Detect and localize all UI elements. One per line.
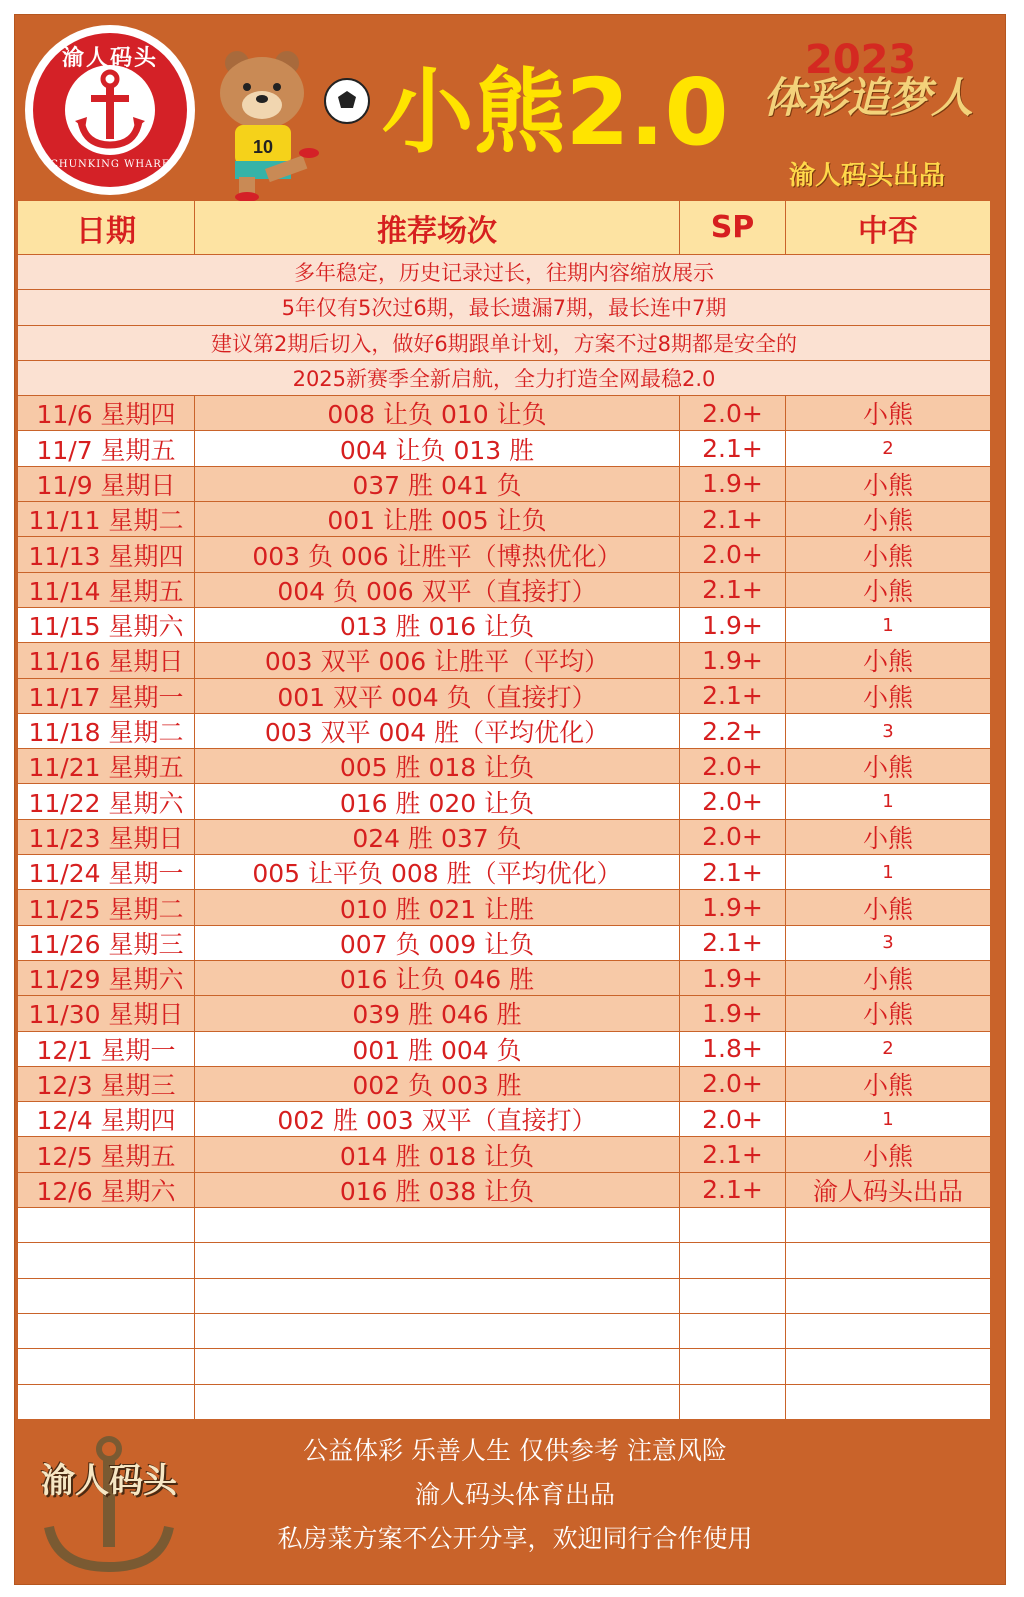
sp-cell: 1.8+ (680, 1032, 786, 1067)
brand-text: 渝人码头出品 (788, 161, 945, 191)
header (15, 15, 1007, 205)
sp-cell: 2.1+ (680, 573, 786, 608)
date-cell: 11/23 星期日 (17, 820, 195, 855)
match-cell: 003 双平 006 让胜平（平均） (195, 643, 680, 678)
match-cell: 014 胜 018 让负 (195, 1137, 680, 1172)
empty-cell (17, 1349, 195, 1384)
empty-cell (17, 1208, 195, 1243)
note-text: 多年稳定，历史记录过长，往期内容缩放展示 (17, 255, 991, 290)
empty-cell (195, 1243, 680, 1278)
table-row (17, 643, 991, 678)
empty-cell (17, 1279, 195, 1314)
table-row (17, 820, 991, 855)
table-row (17, 1067, 991, 1102)
note-text: 建议第2期后切入，做好6期跟单计划，方案不过8期都是安全的 (17, 326, 991, 361)
date-cell: 11/13 星期四 (17, 537, 195, 572)
empty-cell (195, 1279, 680, 1314)
empty-cell (195, 1314, 680, 1349)
date-cell: 11/18 星期二 (17, 714, 195, 749)
note-text: 5年仅有5次过6期，最长遗漏7期，最长连中7期 (17, 290, 991, 325)
footer-line: 公益体彩 乐善人生 仅供参考 注意风险 (303, 1436, 727, 1465)
date-cell: 11/15 星期六 (17, 608, 195, 643)
footer (15, 1417, 1007, 1586)
sp-cell: 1.9+ (680, 643, 786, 678)
result-cell: 小熊 (786, 643, 991, 678)
date-cell: 11/29 星期六 (17, 961, 195, 996)
empty-row (17, 1385, 991, 1420)
sp-cell: 2.1+ (680, 855, 786, 890)
poster (14, 14, 1006, 1585)
sp-cell: 2.0+ (680, 749, 786, 784)
date-cell: 11/17 星期一 (17, 679, 195, 714)
empty-cell (195, 1208, 680, 1243)
table-row (17, 996, 991, 1031)
note-row (17, 255, 991, 290)
date-cell: 12/3 星期三 (17, 1067, 195, 1102)
result-cell: 小熊 (786, 820, 991, 855)
table-row (17, 608, 991, 643)
date-cell: 12/6 星期六 (17, 1173, 195, 1208)
sp-cell: 2.0+ (680, 820, 786, 855)
empty-cell (786, 1385, 991, 1420)
anchor-icon (75, 69, 145, 151)
sp-cell: 2.1+ (680, 502, 786, 537)
sp-cell: 1.9+ (680, 467, 786, 502)
sp-cell: 2.0+ (680, 537, 786, 572)
table-row (17, 926, 991, 961)
empty-cell (17, 1385, 195, 1420)
result-cell: 2 (786, 1032, 991, 1067)
table-empty-rows (17, 1208, 991, 1420)
date-cell: 11/9 星期日 (17, 467, 195, 502)
sp-cell: 2.1+ (680, 431, 786, 466)
sp-cell: 2.0+ (680, 784, 786, 819)
empty-cell (680, 1279, 786, 1314)
slogan-year: 2023 (805, 37, 917, 83)
table-row (17, 784, 991, 819)
empty-cell (680, 1385, 786, 1420)
date-cell: 11/16 星期日 (17, 643, 195, 678)
chunking-wharf-logo (25, 25, 195, 195)
table-row (17, 1102, 991, 1137)
table-row (17, 502, 991, 537)
table-header-row (17, 201, 991, 255)
match-cell: 002 胜 003 双平（直接打） (195, 1102, 680, 1137)
footer-line: 私房菜方案不公开分享，欢迎同行合作使用 (277, 1524, 753, 1553)
empty-cell (786, 1279, 991, 1314)
empty-cell (680, 1349, 786, 1384)
match-cell: 016 让负 046 胜 (195, 961, 680, 996)
sp-cell: 2.1+ (680, 1173, 786, 1208)
date-cell: 11/14 星期五 (17, 573, 195, 608)
match-cell: 008 让负 010 让负 (195, 396, 680, 431)
sp-cell: 1.9+ (680, 961, 786, 996)
logo-top-text: 渝人码头 (61, 46, 158, 71)
match-cell: 004 负 006 双平（直接打） (195, 573, 680, 608)
empty-row (17, 1243, 991, 1278)
svg-text:10: 10 (252, 137, 274, 157)
table-row (17, 890, 991, 925)
date-cell: 11/21 星期五 (17, 749, 195, 784)
empty-cell (195, 1349, 680, 1384)
match-cell: 007 负 009 让负 (195, 926, 680, 961)
sp-cell: 1.9+ (680, 608, 786, 643)
empty-cell (195, 1385, 680, 1420)
result-cell: 1 (786, 1102, 991, 1137)
empty-cell (680, 1314, 786, 1349)
empty-row (17, 1314, 991, 1349)
empty-cell (17, 1314, 195, 1349)
table-row (17, 1032, 991, 1067)
empty-cell (680, 1208, 786, 1243)
logo-bottom-text: CHUNKING WHARF (50, 159, 170, 170)
match-cell: 016 胜 038 让负 (195, 1173, 680, 1208)
sp-cell: 1.9+ (680, 996, 786, 1031)
match-cell: 013 胜 016 让负 (195, 608, 680, 643)
table-row (17, 679, 991, 714)
page-title: 小熊2.0 (381, 59, 729, 166)
date-cell: 11/26 星期三 (17, 926, 195, 961)
sp-cell: 2.0+ (680, 396, 786, 431)
recommendation-table (17, 201, 991, 1420)
result-cell: 1 (786, 608, 991, 643)
date-cell: 11/30 星期日 (17, 996, 195, 1031)
date-cell: 11/7 星期五 (17, 431, 195, 466)
result-cell: 3 (786, 714, 991, 749)
note-text: 2025新赛季全新启航，全力打造全网最稳2.0 (17, 361, 991, 396)
match-cell: 003 双平 004 胜（平均优化） (195, 714, 680, 749)
match-cell: 002 负 003 胜 (195, 1067, 680, 1102)
result-cell: 3 (786, 926, 991, 961)
result-cell: 1 (786, 855, 991, 890)
table-row (17, 749, 991, 784)
table-row (17, 1137, 991, 1172)
sp-cell: 2.1+ (680, 1137, 786, 1172)
column-header-sp: SP (680, 201, 786, 255)
result-cell: 小熊 (786, 890, 991, 925)
match-cell: 039 胜 046 胜 (195, 996, 680, 1031)
match-cell: 010 胜 021 让胜 (195, 890, 680, 925)
result-cell: 小熊 (786, 1137, 991, 1172)
table-row (17, 537, 991, 572)
sp-cell: 2.0+ (680, 1067, 786, 1102)
result-cell: 渝人码头出品 (786, 1173, 991, 1208)
date-cell: 11/6 星期四 (17, 396, 195, 431)
result-cell: 2 (786, 431, 991, 466)
sp-cell: 2.2+ (680, 714, 786, 749)
result-cell: 小熊 (786, 1067, 991, 1102)
date-cell: 12/4 星期四 (17, 1102, 195, 1137)
empty-cell (786, 1208, 991, 1243)
column-header-result: 中否 (786, 201, 991, 255)
empty-row (17, 1279, 991, 1314)
sp-cell: 2.1+ (680, 679, 786, 714)
note-row (17, 361, 991, 396)
match-cell: 004 让负 013 胜 (195, 431, 680, 466)
empty-cell (17, 1243, 195, 1278)
sp-cell: 2.0+ (680, 1102, 786, 1137)
table-row (17, 1173, 991, 1208)
result-cell: 1 (786, 784, 991, 819)
match-cell: 001 让胜 005 让负 (195, 502, 680, 537)
match-cell: 005 让平负 008 胜（平均优化） (195, 855, 680, 890)
result-cell: 小熊 (786, 996, 991, 1031)
table-row (17, 961, 991, 996)
match-cell: 037 胜 041 负 (195, 467, 680, 502)
slogan: 体彩追梦人 (763, 73, 974, 122)
date-cell: 12/5 星期五 (17, 1137, 195, 1172)
empty-cell (786, 1243, 991, 1278)
date-cell: 11/24 星期一 (17, 855, 195, 890)
table-row (17, 714, 991, 749)
table-row (17, 855, 991, 890)
result-cell: 小熊 (786, 749, 991, 784)
note-row (17, 326, 991, 361)
empty-cell (786, 1314, 991, 1349)
match-cell: 003 负 006 让胜平（博热优化） (195, 537, 680, 572)
match-cell: 024 胜 037 负 (195, 820, 680, 855)
column-header-date: 日期 (17, 201, 195, 255)
date-cell: 11/22 星期六 (17, 784, 195, 819)
match-cell: 016 胜 020 让负 (195, 784, 680, 819)
sp-cell: 1.9+ (680, 890, 786, 925)
date-cell: 11/11 星期二 (17, 502, 195, 537)
table-row (17, 431, 991, 466)
empty-cell (680, 1243, 786, 1278)
table-row (17, 573, 991, 608)
match-cell: 005 胜 018 让负 (195, 749, 680, 784)
result-cell: 小熊 (786, 537, 991, 572)
empty-row (17, 1208, 991, 1243)
result-cell: 小熊 (786, 396, 991, 431)
date-cell: 11/25 星期二 (17, 890, 195, 925)
table-row (17, 467, 991, 502)
empty-row (17, 1349, 991, 1384)
bear-mascot-icon (205, 43, 375, 203)
result-cell: 小熊 (786, 502, 991, 537)
match-cell: 001 双平 004 负（直接打） (195, 679, 680, 714)
result-cell: 小熊 (786, 573, 991, 608)
note-row (17, 290, 991, 325)
sp-cell: 2.1+ (680, 926, 786, 961)
result-cell: 小熊 (786, 679, 991, 714)
result-cell: 小熊 (786, 961, 991, 996)
result-cell: 小熊 (786, 467, 991, 502)
table-body (17, 396, 991, 1208)
footer-line: 渝人码头体育出品 (414, 1480, 615, 1509)
match-cell: 001 胜 004 负 (195, 1032, 680, 1067)
column-header-match: 推荐场次 (195, 201, 680, 255)
footer-logo-text: 渝人码头 (41, 1461, 177, 1501)
table-row (17, 396, 991, 431)
date-cell: 12/1 星期一 (17, 1032, 195, 1067)
empty-cell (786, 1349, 991, 1384)
